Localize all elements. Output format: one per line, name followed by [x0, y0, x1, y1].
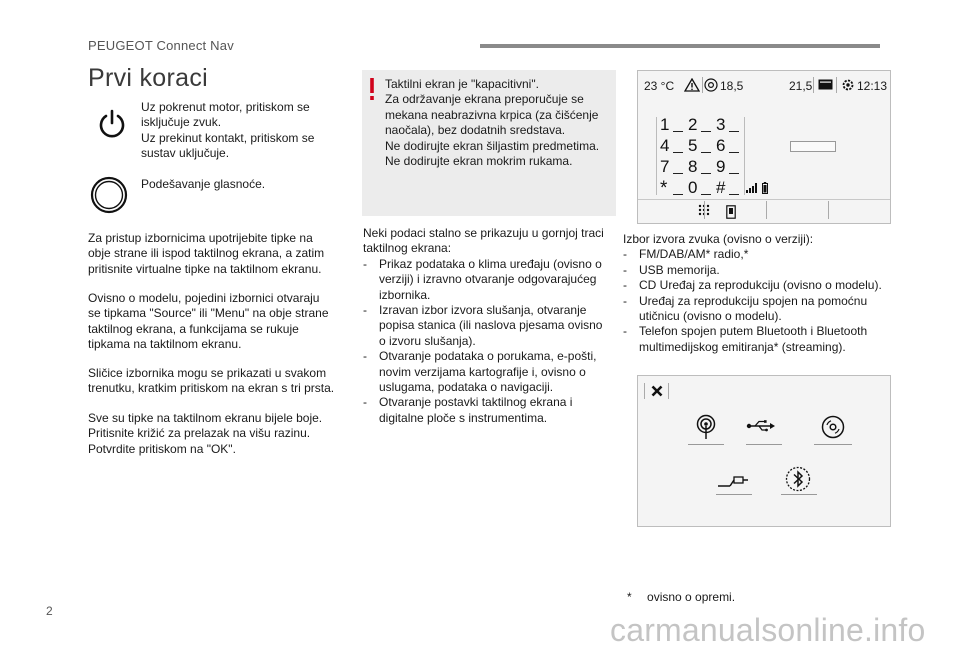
paragraph-white-keys: Sve su tipke na taktilnom ekranu bijele boje. Pritisnite križić za prelazak na višu razinu. Potvrdite pritiskom na "OK".	[88, 411, 323, 456]
footnote-marker: *	[627, 590, 632, 604]
key-1: 1	[660, 115, 670, 134]
paragraph-thumbnails: Sličice izbornika mogu se prikazati u svakom trenutku, kratkim pritiskom na ekran s tri prsta.	[88, 366, 335, 396]
running-header: PEUGEOT Connect Nav	[88, 38, 234, 53]
number-field	[790, 141, 836, 152]
divider	[702, 77, 703, 93]
key-7: 7	[660, 157, 670, 176]
power-icon	[96, 108, 128, 140]
key-2: 2	[688, 115, 698, 134]
power-description: Uz pokrenut motor, pritiskom se isključuje zvuk. Uz prekinut kontakt, pritiskom se sustav uključuje.	[141, 100, 315, 161]
screen-status-bar	[638, 71, 890, 99]
list-item: - Prikaz podataka o klima uređaju (ovisno o verziji) i izravno otvaranje odgovarajućeg izbornika.	[363, 256, 602, 302]
footnote	[627, 590, 735, 605]
list-item: - Otvaranje postavki taktilnog ekrana i digitalne ploče s instrumentima.	[363, 395, 573, 425]
phone-icon	[726, 205, 736, 219]
warning-text: Taktilni ekran je "kapacitivni". Za održavanje ekrana preporučuje se mekana neabrazivna krpica (za čišćenje naočala), bez dodatnih sredstava. Ne dodirujte ekran šiljastim predmetima. Ne dodirujte ekran mokrim rukama.	[385, 77, 600, 169]
usb-icon	[746, 420, 776, 432]
bottom-bar-divider	[638, 199, 890, 200]
divider	[813, 77, 814, 93]
list-item: - CD Uređaj za reprodukciju (ovisno o modelu).	[623, 278, 882, 293]
section-title: Prvi koraci	[88, 64, 208, 92]
divider	[836, 77, 837, 93]
temperature-mid: 18,5	[720, 79, 744, 93]
radio-icon	[696, 414, 716, 440]
paragraph-access: Za pristup izbornicima upotrijebite tipke na obje strane ili ispod taktilnog ekrana, a zatim pritisnite virtualne tipke na taktilnom ekranu.	[88, 231, 325, 276]
close-icon	[651, 385, 663, 397]
cd-icon	[821, 415, 845, 439]
screen-sources-illustration	[637, 375, 891, 527]
paragraph-source-menu: Ovisno o modelu, pojedini izbornici otvaraju se tipkama "Source" ili "Menu" na obje strane taktilnog ekrana, a funkcijama se rukuje tipkama na taktilnom ekranu.	[88, 291, 329, 352]
fan-icon	[704, 78, 718, 92]
key-6: 6	[716, 136, 726, 155]
screen-keypad-illustration	[637, 70, 891, 224]
page-number: 2	[46, 604, 53, 618]
keypad-divider	[656, 117, 657, 195]
bluetooth-icon	[785, 466, 811, 492]
key-hash: #	[716, 178, 726, 197]
battery-icon	[762, 182, 768, 194]
volume-description: Podešavanje glasnoće.	[141, 177, 266, 191]
warning-exclamation-icon	[368, 78, 376, 102]
key-8: 8	[688, 157, 698, 176]
volume-knob-icon	[90, 176, 128, 214]
warning-triangle-icon	[684, 78, 700, 92]
list-item: - Uređaj za reprodukciju spojen na pomoćnu utičnicu (ovisno o modelu).	[623, 293, 868, 324]
key-3: 3	[716, 115, 726, 134]
audio-sources-description: Izbor izvora zvuka (ovisno o verziji): - FM/DAB/AM* radio,* - USB memorija. - CD Uređaj za reprodukciju (ovisno o modelu). - Uređaj za reprodukciju spojen na pomoćnu utičnicu (ovisno o modelu). - Telefon spojen putem Bluetooth i Bluetooth multimedijskog emitiranja* (streaming).	[623, 232, 913, 355]
footnote-text: ovisno o opremi.	[647, 590, 736, 604]
clock: 12:13	[857, 79, 888, 93]
message-icon	[818, 79, 833, 90]
header-rule	[480, 44, 880, 48]
temperature-left: 23 °C	[644, 79, 675, 93]
settings-icon	[841, 78, 855, 92]
list-item: - USB memorija.	[623, 262, 720, 277]
list-item: - Izravan izbor izvora slušanja, otvaranje popisa stanica (ili naslova pjesama ovisno o izvoru slušanja).	[363, 303, 603, 348]
status-bar-description: Neki podaci stalno se prikazuju u gornjoj traci taktilnog ekrana: - Prikaz podataka o klima uređaju (ovisno o verziji) i izravno otvaranje odgovarajućeg izbornika. - Izravan izbor izvora slušanja, otvaranje popisa stanica (ili naslova pjesama ovisno o izvoru slušanja). - Otvaranje podataka o porukama, e-pošti, novim verzijama kartografije i, ovisno o uslugama, podataka o navigaciji. - Otvaranje postavki taktilnog ekrana i digitalne ploče s instrumentima.	[363, 226, 623, 426]
signal-icon	[746, 183, 758, 193]
key-star: *	[660, 178, 668, 199]
aux-jack-icon	[718, 474, 748, 488]
key-5: 5	[688, 136, 698, 155]
list-item: - Telefon spojen putem Bluetooth i Bluetooth multimedijskog emitiranja* (streaming).	[623, 324, 868, 354]
key-0: 0	[688, 178, 698, 197]
list-item: - Otvaranje podataka o porukama, e-pošti, novim verzijama kartografije i, ovisno o uslugama, podataka o navigaciji.	[363, 349, 597, 395]
key-4: 4	[660, 136, 670, 155]
key-9: 9	[716, 157, 726, 176]
list-item: - FM/DAB/AM* radio,*	[623, 247, 749, 262]
keypad-divider	[744, 117, 745, 195]
watermark: carmanualsonline.info	[610, 612, 926, 648]
temperature-right: 21,5	[789, 79, 813, 93]
